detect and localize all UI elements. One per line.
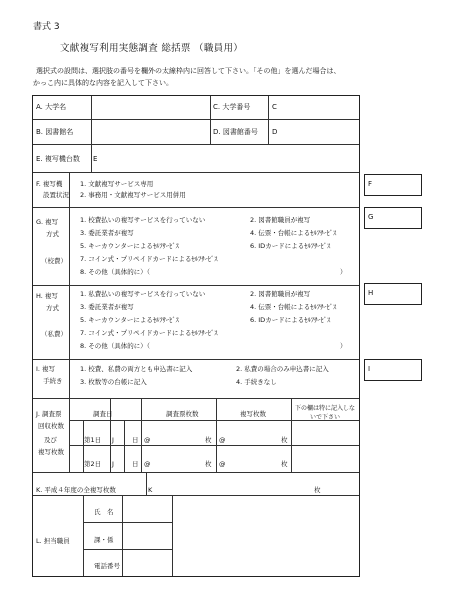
label-i-line2: 手続き: [43, 377, 63, 385]
staff-section-field[interactable]: [173, 522, 359, 547]
j-day2-count-code[interactable]: @: [144, 460, 151, 468]
instructions-line-1: 選択式の設問は、選択肢の番号を欄外の太線枠内に回答して下さい。「その他」を選んだ場合は、: [36, 67, 341, 75]
label-total-copies: K. 平成４年度の全複写枚数: [36, 486, 116, 494]
h-option-7: 7. コイン式・プリペイドカードによるｾﾙﾌｻｰﾋﾞｽ: [80, 329, 218, 337]
label-j-line3: 及び: [44, 436, 57, 444]
label-staff: L. 担当職員: [36, 537, 70, 545]
j-day1-copy-unit: 枚: [281, 436, 288, 444]
i-option-3: 3. 枚数等の台帳に記入: [80, 378, 147, 386]
university-name-field[interactable]: [91, 96, 209, 118]
j-header-copy-count: 複写枚数: [240, 410, 266, 418]
j-day1-copy-code[interactable]: @: [219, 436, 226, 444]
g-option-6: 6. IDカードによるｾﾙﾌｻｰﾋﾞｽ: [250, 242, 331, 250]
h-option-4: 4. 伝票・台帳によるｾﾙﾌｻｰﾋﾞｽ: [250, 303, 337, 311]
j-header-form-count: 調査票枚数: [166, 410, 199, 418]
page-title: 文献複写利用実態調査 総括票 （職員用）: [60, 43, 244, 54]
label-g-line1: G. 複写: [36, 218, 59, 226]
instructions-line-2: かっこ内に具体的な内容を記入して下さい。: [33, 79, 173, 87]
j-day1-label: 第1日: [84, 436, 102, 444]
j-day1-count-code[interactable]: @: [144, 436, 151, 444]
label-f-line2: 設置状況: [43, 191, 69, 199]
g-option-8: 8. その他（具体的に）（: [80, 268, 151, 276]
j-header-office-use: 下の欄は特に記入しないで下さい: [294, 405, 355, 421]
j-day2-copy-unit: 枚: [281, 460, 288, 468]
f-option-2: 2. 事務用・文献複写サービス用併用: [80, 191, 186, 199]
library-name-field[interactable]: [91, 119, 209, 143]
label-g-line3: （校費）: [41, 257, 67, 265]
label-h-line2: 方式: [46, 304, 59, 312]
label-j-line4: 複写枚数: [38, 448, 64, 456]
j-header-survey-date: 調査日: [93, 410, 113, 418]
h-close-paren: ）: [340, 342, 347, 350]
j-day2-count-unit: 枚: [205, 460, 212, 468]
i-option-2: 2. 私費の場合のみ申込書に記入: [236, 365, 329, 373]
label-j-line2: 回収枚数: [38, 422, 64, 430]
staff-name-label: 氏 名: [94, 508, 114, 516]
j-day1-code[interactable]: J: [112, 436, 114, 444]
g-option-2: 2. 図書館職員が複写: [250, 216, 311, 224]
staff-phone-label: 電話番号: [94, 562, 120, 570]
g-option-4: 4. 伝票・台帳によるｾﾙﾌｻｰﾋﾞｽ: [250, 229, 337, 237]
university-number-code[interactable]: C: [272, 103, 277, 111]
total-copies-unit: 枚: [314, 486, 321, 494]
label-g-line2: 方式: [46, 230, 59, 238]
answer-box-f[interactable]: [364, 174, 422, 196]
staff-phone-field[interactable]: [173, 549, 359, 575]
j-day1-count-unit: 枚: [205, 436, 212, 444]
label-h-line3: （私費）: [41, 330, 67, 338]
j-day2-code[interactable]: J: [112, 460, 114, 468]
f-option-1: 1. 文献複写サービス専用: [80, 180, 154, 188]
answer-box-g-code: G: [368, 213, 374, 221]
j-day2-copy-code[interactable]: @: [219, 460, 226, 468]
h-option-6: 6. IDカードによるｾﾙﾌｻｰﾋﾞｽ: [250, 316, 331, 324]
label-j-line1: J. 調査票: [36, 410, 62, 418]
answer-box-f-code: F: [368, 180, 373, 188]
g-option-1: 1. 校費払いの複写サービスを行っていない: [80, 216, 206, 224]
h-option-1: 1. 私費払いの複写サービスを行っていない: [80, 290, 206, 298]
g-option-3: 3. 委託業者が複写: [80, 229, 134, 237]
label-university-number: C. 大学番号: [213, 103, 251, 111]
h-option-5: 5. キーカウンターによるｾﾙﾌｻｰﾋﾞｽ: [80, 316, 179, 324]
label-copier-count: E. 複写機台数: [36, 155, 80, 163]
answer-box-i-code: I: [368, 365, 371, 373]
total-copies-code[interactable]: K: [148, 486, 153, 494]
h-option-8: 8. その他（具体的に）（: [80, 342, 151, 350]
j-day2-label: 第2日: [84, 460, 102, 468]
j-day2-unit: 日: [132, 460, 139, 468]
label-university-name: A. 大学名: [36, 103, 67, 111]
j-day1-unit: 日: [132, 436, 139, 444]
i-option-4: 4. 手続きなし: [236, 378, 277, 386]
h-option-2: 2. 図書館職員が複写: [250, 290, 311, 298]
i-option-1: 1. 校費、私費の両方とも申込書に記入: [80, 365, 193, 373]
copier-count-code[interactable]: E: [93, 155, 98, 163]
form-number: 書式 3: [33, 22, 60, 32]
staff-name-field[interactable]: [173, 495, 359, 520]
answer-box-h-code: H: [368, 289, 374, 297]
label-library-number: D. 図書館番号: [213, 128, 258, 136]
g-close-paren: ）: [340, 268, 347, 276]
answer-box-h[interactable]: [364, 283, 422, 305]
g-option-5: 5. キーカウンターによるｾﾙﾌｻｰﾋﾞｽ: [80, 242, 179, 250]
label-f-line1: F. 複写機: [36, 180, 63, 188]
h-option-3: 3. 委託業者が複写: [80, 303, 134, 311]
answer-box-i[interactable]: [364, 359, 422, 381]
label-library-name: B. 図書館名: [36, 128, 74, 136]
g-option-7: 7. コイン式・プリペイドカードによるｾﾙﾌｻｰﾋﾞｽ: [80, 255, 218, 263]
label-i-line1: I. 複写: [36, 365, 56, 373]
library-number-code[interactable]: D: [272, 128, 278, 136]
label-h-line1: H. 複写: [36, 292, 58, 300]
answer-box-g[interactable]: [364, 207, 422, 229]
staff-section-label: 課・係: [94, 536, 114, 544]
